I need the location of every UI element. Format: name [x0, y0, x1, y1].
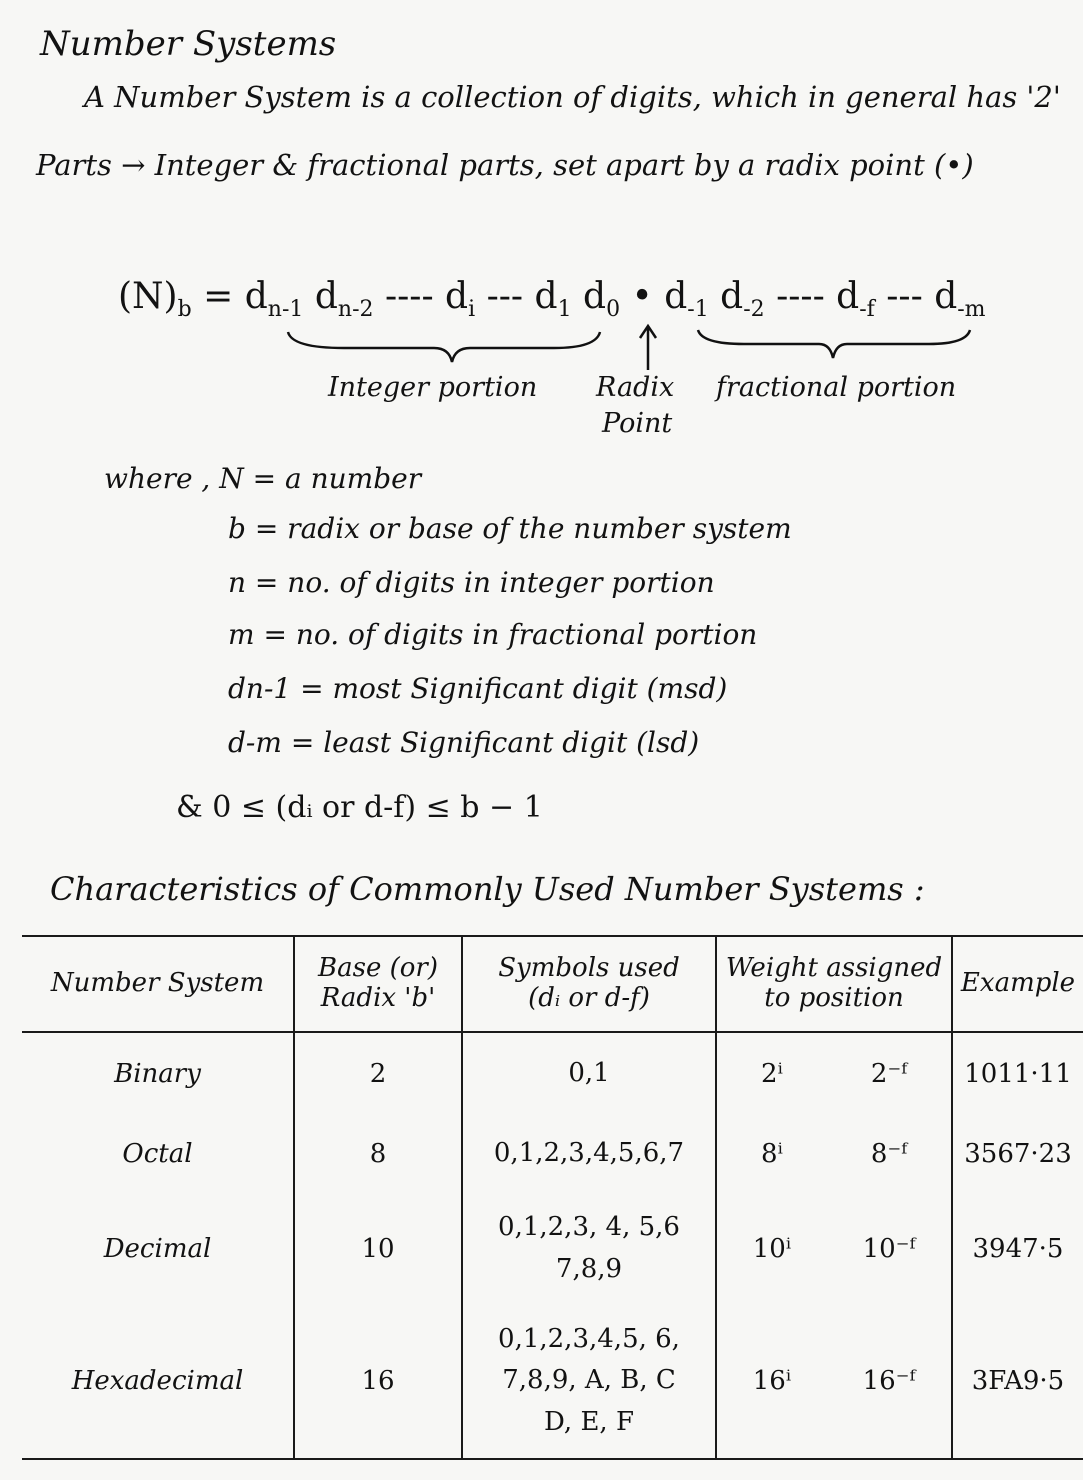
- fractional-brace: [694, 326, 974, 360]
- system-symbols: [462, 1304, 716, 1459]
- system-symbols: [462, 1114, 716, 1194]
- digit-constraint: & 0 ≤ (dᵢ or d-f) ≤ b − 1: [176, 790, 543, 825]
- weight-fraction: 10⁻ᶠ: [862, 1234, 916, 1264]
- formula-part: d: [303, 276, 338, 317]
- formula-part: • d: [620, 276, 688, 317]
- table-row: [22, 1032, 1083, 1114]
- system-name: Binary: [114, 1058, 201, 1089]
- system-symbols: [462, 1194, 716, 1304]
- symbols-line: 0,1,2,3, 4, 5,6: [498, 1212, 680, 1243]
- formula-sub: 0: [606, 297, 621, 323]
- system-base: 16: [294, 1304, 462, 1459]
- fractional-portion-label: fractional portion: [716, 372, 957, 403]
- formula-lhs: (N): [118, 276, 178, 317]
- intro-line-1: A Number System is a collection of digits, which in general has '2': [84, 80, 1061, 114]
- weight-fraction: 8⁻ᶠ: [870, 1139, 907, 1169]
- system-weights: [716, 1304, 952, 1459]
- formula-part: d: [708, 276, 744, 317]
- formula-sub: -m: [957, 297, 986, 323]
- page-title: Number Systems: [40, 24, 337, 64]
- radix-arrow-icon: [636, 322, 660, 376]
- formula-part: d: [571, 276, 607, 317]
- section-title: Characteristics of Commonly Used Number Systems :: [50, 870, 925, 908]
- formula-part: --- d: [874, 276, 958, 317]
- formula-sub: -f: [859, 297, 875, 323]
- system-name: Decimal: [103, 1234, 212, 1264]
- formula-lhs-sub: b: [177, 297, 192, 323]
- system-base: 8: [294, 1114, 462, 1194]
- formula-sub: n-2: [337, 297, 374, 323]
- formula-sub: -2: [743, 297, 765, 323]
- weight-integer: 2ⁱ: [761, 1058, 783, 1089]
- weight-fraction: 2⁻ᶠ: [870, 1058, 907, 1089]
- system-example: 1011·11: [952, 1032, 1083, 1114]
- weight-integer: 16ⁱ: [752, 1366, 792, 1396]
- system-symbols: [462, 1032, 716, 1114]
- system-name: Octal: [122, 1139, 193, 1169]
- formula-part: = d: [203, 276, 268, 317]
- weight-integer: 8ⁱ: [761, 1139, 783, 1169]
- symbols-line: 0,1,2,3,4,5, 6,: [498, 1323, 680, 1354]
- system-weights: [716, 1032, 952, 1114]
- system-weights: [716, 1194, 952, 1304]
- symbols-line: 0,1,2,3,4,5,6,7: [493, 1138, 685, 1169]
- formula-sub: -1: [687, 297, 709, 323]
- integer-brace: [284, 328, 604, 364]
- integer-portion-label: Integer portion: [328, 372, 538, 403]
- system-name: Hexadecimal: [71, 1366, 244, 1396]
- header-base-line1: Base (or): [318, 953, 438, 984]
- table-row: [22, 1114, 1083, 1194]
- weight-fraction: 16⁻ᶠ: [862, 1366, 916, 1396]
- definition-msd: dn-1 = most Significant digit (msd): [228, 672, 728, 705]
- header-symbols-line2: (dᵢ or d-f): [528, 983, 650, 1013]
- number-formula: [118, 276, 986, 322]
- system-example: 3947·5: [952, 1194, 1083, 1304]
- system-weights: [716, 1114, 952, 1194]
- table-row: [22, 1304, 1083, 1459]
- number-systems-table: [22, 935, 1083, 1460]
- formula-part: --- d: [475, 276, 558, 317]
- table-header-row: [22, 936, 1083, 1032]
- symbols-line: 7,8,9: [555, 1254, 623, 1284]
- formula-part: ---- d: [764, 276, 860, 317]
- symbols-line: 0,1: [568, 1057, 610, 1088]
- header-symbols-line1: Symbols used: [498, 953, 680, 984]
- intro-line-2: Parts → Integer & fractional parts, set apart by a radix point (•): [36, 148, 974, 182]
- formula-part: ---- d: [373, 276, 469, 317]
- header-base: [294, 936, 462, 1032]
- header-system: Number System: [50, 968, 265, 999]
- formula-rhs: [203, 276, 986, 323]
- definition-b: b = radix or base of the number system: [228, 512, 792, 545]
- where-heading: where , N = a number: [104, 462, 422, 495]
- system-example: 3FA9·5: [952, 1304, 1083, 1459]
- header-example: Example: [952, 936, 1083, 1032]
- definition-lsd: d-m = least Significant digit (lsd): [228, 726, 700, 759]
- header-weight: [716, 936, 952, 1032]
- weight-integer: 10ⁱ: [752, 1234, 792, 1264]
- system-example: 3567·23: [952, 1114, 1083, 1194]
- formula-sub: n-1: [267, 297, 304, 323]
- definition-n: n = no. of digits in integer portion: [228, 566, 715, 599]
- formula-sub: 1: [557, 297, 572, 323]
- point-label: Point: [602, 408, 673, 439]
- header-symbols: [462, 936, 716, 1032]
- radix-label: Radix: [596, 372, 675, 403]
- header-base-line2: Radix 'b': [320, 983, 436, 1013]
- formula-sub: i: [468, 297, 476, 323]
- header-weight-line2: to position: [764, 983, 904, 1013]
- definition-m: m = no. of digits in fractional portion: [228, 618, 758, 651]
- symbols-line: D, E, F: [544, 1406, 634, 1437]
- symbols-line: 7,8,9, A, B, C: [502, 1365, 676, 1396]
- table-row: [22, 1194, 1083, 1304]
- system-base: 10: [294, 1194, 462, 1304]
- header-weight-line1: Weight assigned: [725, 953, 943, 984]
- system-base: 2: [294, 1032, 462, 1114]
